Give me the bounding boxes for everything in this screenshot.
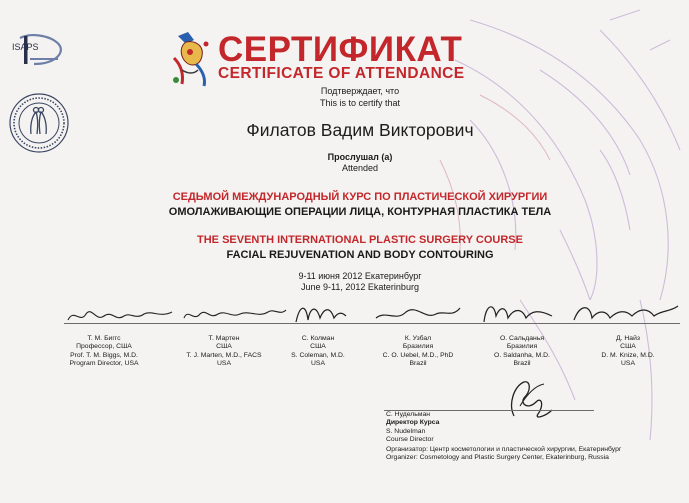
signer-line4: Program Director, USA bbox=[69, 359, 139, 367]
signer-line2: США bbox=[216, 343, 232, 351]
signer-line3: O. Saldanha, M.D. bbox=[494, 351, 550, 359]
signer-line3: C. O. Uebel, M.D., PhD bbox=[382, 351, 454, 359]
signer-line2: Бразилия bbox=[402, 343, 434, 351]
certify-text-ru: Подтверждает, что bbox=[320, 86, 400, 96]
signer-line3: D. M. Knize, M.D. bbox=[601, 351, 655, 359]
recipient-name: Филатов Вадим Викторович bbox=[246, 120, 474, 140]
certify-text-en: This is to certify that bbox=[319, 98, 401, 108]
course-title-ru: СЕДЬМОЙ МЕЖДУНАРОДНЫЙ КУРС ПО ПЛАСТИЧЕСКОЙ ХИРУРГИИ bbox=[172, 191, 548, 203]
isaps-logo-icon bbox=[10, 34, 68, 66]
course-date-ru: 9-11 июня 2012 Екатеринбург bbox=[298, 271, 422, 281]
course-director bbox=[386, 411, 439, 444]
signer-line4: Brazil bbox=[409, 359, 427, 367]
director-title-en: Course Director bbox=[386, 435, 434, 443]
course-subtitle-en: FACIAL REJUVENATION AND BODY CONTOURING bbox=[226, 249, 494, 261]
isaps-text: ISAPS bbox=[12, 42, 39, 52]
signer-name-ru: Т. Мартен bbox=[208, 335, 240, 342]
signer-line2: Профессор, США bbox=[76, 343, 132, 351]
signer-name-ru: Т. М. Биггс bbox=[87, 335, 121, 342]
signer-line3: T. J. Marten, M.D., FACS bbox=[186, 351, 262, 359]
signer-line4: USA bbox=[311, 359, 325, 367]
certificate-title-en: CERTIFICATE OF ATTENDANCE bbox=[218, 65, 465, 82]
signer-biggs bbox=[44, 335, 164, 368]
signer-knize bbox=[568, 335, 688, 368]
society-seal-icon bbox=[8, 92, 70, 154]
course-subtitle-ru: ОМОЛАЖИВАЮЩИЕ ОПЕРАЦИИ ЛИЦА, КОНТУРНАЯ ПЛАСТИКА ТЕЛА bbox=[168, 206, 552, 218]
course-title-en: THE SEVENTH INTERNATIONAL PLASTIC SURGERY COURSE bbox=[197, 234, 523, 246]
signer-line4: Brazil bbox=[513, 359, 531, 367]
director-title-ru: Директор Курса bbox=[386, 419, 440, 427]
signer-line4: USA bbox=[621, 359, 635, 367]
course-date-en: June 9-11, 2012 Ekaterinburg bbox=[301, 282, 419, 292]
attended-label-en: Attended bbox=[341, 163, 379, 173]
signer-line2: США bbox=[620, 343, 636, 351]
director-name-ru: С. Нудельман bbox=[386, 411, 431, 418]
signature-nudelman bbox=[494, 376, 558, 422]
signer-name-ru: О. Сальданья bbox=[499, 335, 545, 342]
attended-label-ru: Прослушал (а) bbox=[327, 152, 393, 162]
organizer bbox=[386, 446, 621, 463]
director-name-en: S. Nudelman bbox=[386, 427, 426, 435]
signer-name-ru: Д. Найз bbox=[616, 335, 640, 342]
signature-divider bbox=[64, 323, 680, 324]
signer-saldanha bbox=[462, 335, 582, 368]
signer-line4: USA bbox=[217, 359, 231, 367]
organizer-ru: Организатор: Центр косметологии и пластической хирургии, Екатеринбург bbox=[386, 446, 622, 453]
signer-line2: США bbox=[310, 343, 326, 351]
certificate-title-ru: СЕРТИФИКАТ bbox=[218, 30, 463, 69]
signer-line3: Prof. T. M. Biggs, M.D. bbox=[70, 351, 138, 359]
signer-line3: S. Coleman, M.D. bbox=[291, 351, 345, 359]
signer-uebel bbox=[358, 335, 478, 368]
signer-line2: Бразилия bbox=[506, 343, 538, 351]
organizer-en: Organizer: Cosmetology and Plastic Surgery Center, Ekaterinburg, Russia bbox=[386, 454, 609, 462]
signer-name-ru: С. Колман bbox=[301, 335, 335, 342]
clown-illustration-icon bbox=[166, 30, 212, 88]
signer-name-ru: К. Узбал bbox=[404, 335, 432, 342]
